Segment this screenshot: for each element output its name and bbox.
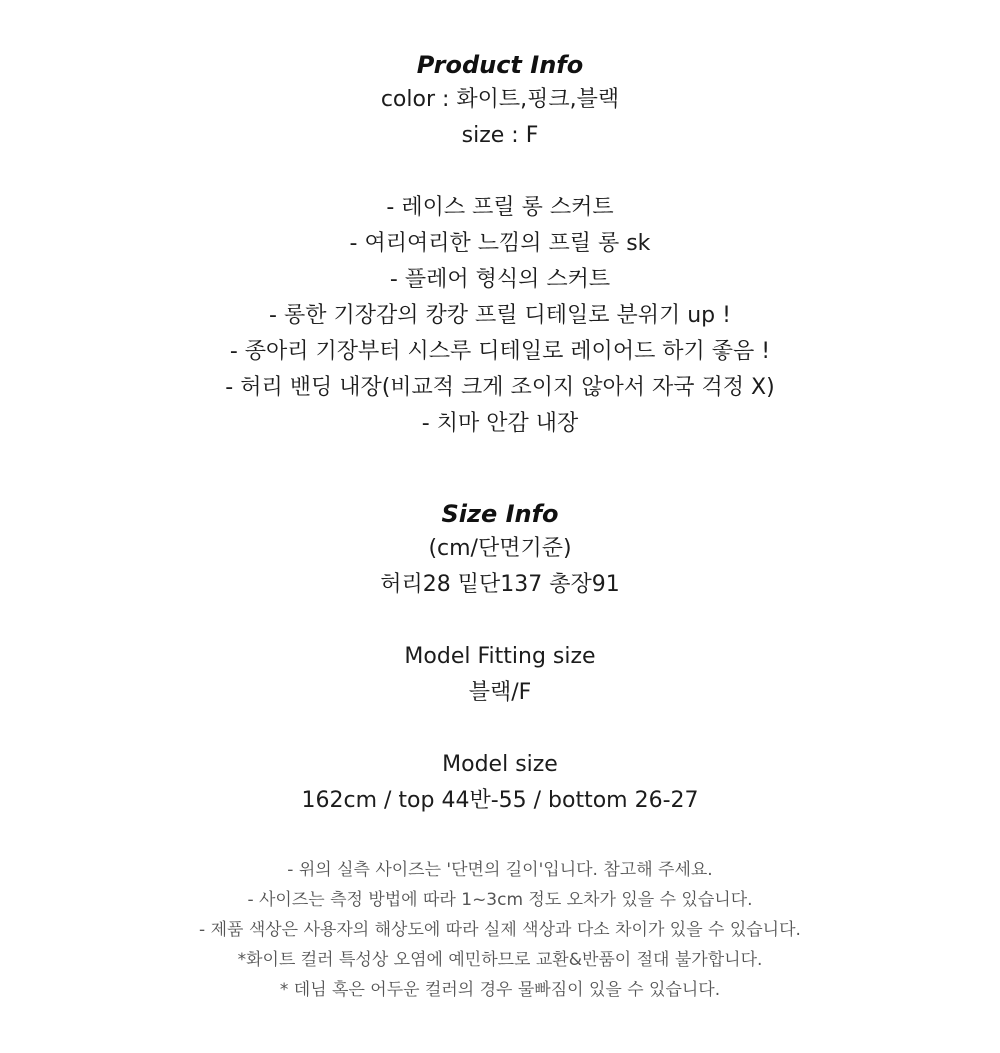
model-size-label: Model size [442,752,558,777]
model-size-value: 162cm / top 44반-55 / bottom 26-27 [301,788,699,813]
model-fitting-value: 블랙/F [468,680,532,705]
notice-item: - 제품 색상은 사용자의 해상도에 따라 실제 색상과 다소 차이가 있을 수 있습니다. [199,920,801,940]
color-line: color : 화이트,핑크,블랙 [380,87,620,112]
feature-item: - 레이스 프릴 롱 스커트 [386,195,614,220]
model-fitting-label: Model Fitting size [404,644,596,669]
notice-item: - 사이즈는 측정 방법에 따라 1~3cm 정도 오차가 있을 수 있습니다. [247,890,753,910]
product-info-heading: Product Info [416,51,584,79]
size-line: size : F [461,123,539,148]
size-info-heading: Size Info [441,500,559,528]
feature-item: - 종아리 기장부터 시스루 디테일로 레이어드 하기 좋음 ! [229,339,771,364]
feature-item: - 치마 안감 내장 [421,411,579,436]
size-measurements: 허리28 밑단137 총장91 [380,572,620,597]
notice-item: - 위의 실측 사이즈는 '단면의 길이'입니다. 참고해 주세요. [287,860,713,880]
feature-item: - 플레어 형식의 스커트 [389,267,611,292]
notice-item: *화이트 컬러 특성상 오염에 예민하므로 교환&반품이 절대 불가합니다. [237,950,763,970]
size-unit-note: (cm/단면기준) [428,536,572,561]
feature-item: - 여리여리한 느낌의 프릴 롱 sk [349,231,651,256]
feature-item: - 허리 밴딩 내장(비교적 크게 조이지 않아서 자국 걱정 X) [225,375,775,400]
notice-item: * 데님 혹은 어두운 컬러의 경우 물빠짐이 있을 수 있습니다. [279,980,721,1000]
feature-item: - 롱한 기장감의 캉캉 프릴 디테일로 분위기 up ! [269,303,731,328]
